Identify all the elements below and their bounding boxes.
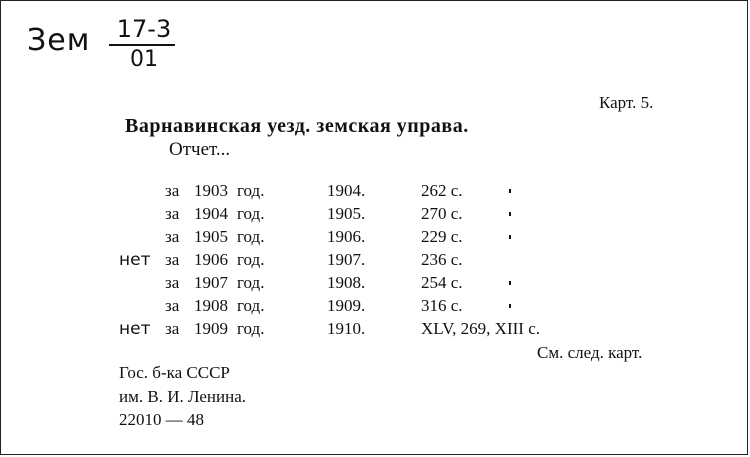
row-published: 1907. (327, 250, 366, 269)
row-published: 1905. (327, 204, 366, 223)
report-row (1, 227, 750, 249)
pencil-mark (509, 304, 511, 308)
row-note: нет (119, 250, 151, 270)
row-god: год. (237, 250, 265, 269)
row-za: за (165, 296, 180, 315)
row-published: 1909. (327, 296, 366, 315)
row-za: за (165, 204, 180, 223)
row-year: 1909 (194, 319, 228, 338)
handwritten-denominator: 01 (130, 47, 158, 72)
row-za: за (165, 250, 180, 269)
report-row (1, 181, 750, 203)
row-god: год. (237, 319, 265, 338)
report-row (1, 296, 750, 318)
report-row (1, 273, 750, 295)
fraction-line (109, 44, 175, 46)
pencil-mark (509, 281, 511, 285)
report-row (1, 319, 750, 341)
handwritten-prefix: Зем (27, 23, 91, 58)
pencil-mark (509, 189, 511, 193)
report-row (1, 250, 750, 272)
handwritten-numerator: 17-3 (116, 15, 172, 43)
row-pages: 236 с. (421, 250, 463, 269)
pencil-mark (509, 212, 511, 216)
row-za: за (165, 273, 180, 292)
row-pages: 262 с. (421, 181, 463, 200)
see-next-card: См. след. карт. (537, 343, 643, 362)
row-published: 1904. (327, 181, 366, 200)
row-published: 1910. (327, 319, 366, 338)
row-note: нет (119, 319, 151, 339)
row-year: 1904 (194, 204, 228, 223)
row-pages: 229 с. (421, 227, 463, 246)
library-dedication: им. В. И. Ленина. (119, 387, 247, 406)
card-title: Варнавинская уезд. земская управа. (125, 115, 469, 137)
card-subtitle: Отчет... (169, 139, 231, 160)
row-year: 1906 (194, 250, 228, 269)
row-pages: 254 с. (421, 273, 463, 292)
row-god: год. (237, 273, 265, 292)
row-pages: XLV, 269, XIII с. (421, 319, 540, 338)
row-za: за (165, 319, 180, 338)
row-published: 1908. (327, 273, 366, 292)
row-pages: 316 с. (421, 296, 463, 315)
row-year: 1905 (194, 227, 228, 246)
row-year: 1908 (194, 296, 228, 315)
row-god: год. (237, 296, 265, 315)
library-name: Гос. б-ка СССР (119, 363, 230, 382)
library-code: 22010 — 48 (119, 410, 204, 429)
row-za: за (165, 181, 180, 200)
row-pages: 270 с. (421, 204, 463, 223)
report-row (1, 204, 750, 226)
row-za: за (165, 227, 180, 246)
row-god: год. (237, 204, 265, 223)
pencil-mark (509, 235, 511, 239)
row-year: 1903 (194, 181, 228, 200)
row-god: год. (237, 227, 265, 246)
card-number: Карт. 5. (599, 93, 654, 112)
row-year: 1907 (194, 273, 228, 292)
row-published: 1906. (327, 227, 366, 246)
row-god: год. (237, 181, 265, 200)
